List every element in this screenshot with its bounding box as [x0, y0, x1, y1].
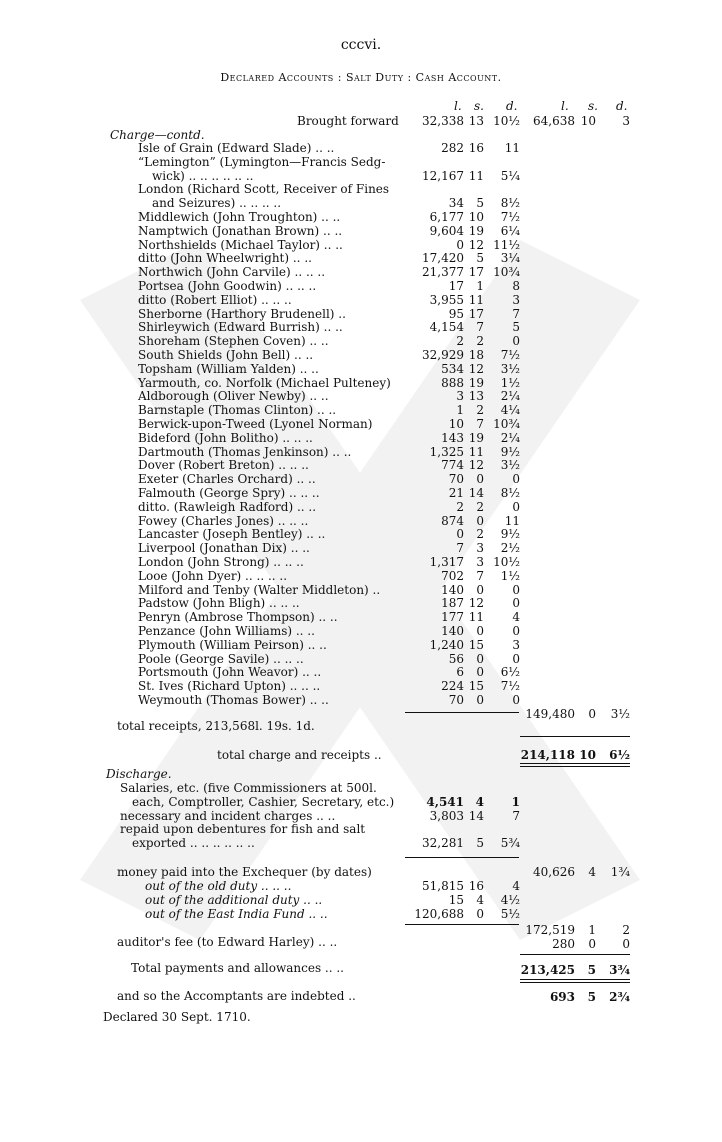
- amount-shillings: 0: [588, 707, 596, 721]
- amount-shillings: 0: [476, 665, 484, 680]
- amount-shillings: 17: [468, 306, 484, 321]
- amount-pence: 9½: [500, 444, 520, 459]
- charge-row-label: Falmouth (George Spry) .. .. ..: [138, 486, 320, 500]
- amount-shillings: 10: [579, 748, 596, 762]
- amount-shillings: 5: [476, 836, 484, 851]
- charge-heading: Charge—contd.: [110, 128, 205, 142]
- brought-forward-label: Brought forward: [297, 114, 399, 128]
- charge-row-label: Poole (George Savile) .. .. ..: [138, 651, 304, 666]
- exchequer-label: money paid into the Exchequer (by dates): [117, 865, 372, 879]
- amount-pounds: 282: [441, 141, 464, 155]
- total-rule: [520, 954, 630, 955]
- charge-row-label: Weymouth (Thomas Bower) .. ..: [138, 693, 329, 707]
- amount-shillings: 17: [468, 265, 484, 280]
- amount-shillings: 2: [476, 403, 484, 418]
- amount-pence: 3½: [610, 707, 630, 721]
- page-number: cccvi.: [340, 37, 382, 53]
- exchequer-row-label: out of the East India Fund .. ..: [145, 906, 328, 921]
- charge-row-label: “Lemington” (Lymington—Francis Sedg-: [138, 154, 386, 169]
- amount-pence: 3¾: [609, 963, 630, 977]
- amount-pounds: 774: [441, 458, 464, 473]
- amount-pence: 8½: [500, 196, 520, 211]
- discharge-row-label: necessary and incident charges .. ..: [120, 808, 336, 823]
- amount-shillings: 5: [587, 990, 596, 1004]
- amount-pounds: 693: [549, 990, 575, 1004]
- amount-pence: 6½: [609, 748, 630, 762]
- charge-row-label: Portsea (John Goodwin) .. .. ..: [138, 279, 317, 293]
- double-rule: [520, 979, 630, 980]
- amount-shillings: 7: [476, 568, 484, 583]
- amount-shillings: 11: [468, 444, 484, 459]
- amount-pence: 3: [622, 114, 630, 128]
- double-rule: [520, 766, 630, 767]
- charge-row-label: Barnstaple (Thomas Clinton) .. ..: [138, 403, 337, 418]
- charge-row-label: Middlewich (John Troughton) .. ..: [138, 210, 341, 224]
- amount-shillings: 5: [476, 196, 484, 211]
- amount-pounds: 888: [441, 375, 464, 390]
- amount-shillings: 1: [476, 279, 484, 293]
- exchequer-row-label: out of the old duty .. .. ..: [145, 879, 292, 893]
- column-header-pounds: l.: [454, 99, 462, 113]
- amount-pence: 0: [512, 334, 520, 349]
- amount-pounds: 51,815: [422, 879, 464, 893]
- charge-row-label: ditto. (Rawleigh Radford) .. ..: [138, 499, 317, 514]
- amount-shillings: 13: [468, 114, 484, 128]
- amount-pence: 7½: [500, 348, 520, 362]
- amount-pence: 2½: [500, 541, 520, 556]
- amount-pounds: 534: [441, 361, 464, 376]
- amount-shillings: 0: [476, 472, 484, 487]
- charge-row-label: wick) .. .. .. .. .. ..: [152, 168, 254, 183]
- charge-row-label: Shoreham (Stephen Coven) .. ..: [138, 334, 329, 349]
- amount-pence: 3: [512, 292, 520, 307]
- charge-row-label: Yarmouth, co. Norfolk (Michael Pulteney): [138, 375, 391, 390]
- amount-pence: 1½: [500, 375, 520, 390]
- amount-pence: 7: [512, 306, 520, 321]
- amount-pence: 10½: [493, 555, 520, 569]
- amount-pounds: 64,638: [533, 114, 575, 128]
- amount-pence: 1: [511, 794, 520, 809]
- amount-shillings: 19: [468, 375, 484, 390]
- amount-pounds: 4,541: [426, 794, 464, 809]
- amount-pounds: 34: [448, 196, 464, 211]
- amount-shillings: 2: [476, 527, 484, 542]
- amount-pence: 4: [512, 879, 520, 893]
- discharge-heading: Discharge.: [106, 767, 172, 781]
- exchequer-row-label: out of the additional duty .. ..: [145, 892, 323, 907]
- amount-shillings: 16: [468, 879, 484, 893]
- amount-shillings: 3: [476, 555, 484, 569]
- amount-pounds: 143: [441, 430, 464, 445]
- page-heading: Declared Accounts : Salt Duty : Cash Account.: [220, 71, 502, 84]
- amount-pence: 0: [512, 596, 520, 611]
- amount-pence: 7½: [500, 210, 520, 224]
- column-header-pence: d.: [616, 99, 628, 113]
- amount-pounds: 32,281: [422, 836, 464, 851]
- amount-shillings: 19: [468, 430, 484, 445]
- amount-pence: 11: [504, 513, 520, 528]
- charge-row-label: Plymouth (William Peirson) .. ..: [138, 637, 327, 652]
- amount-pence: 10¾: [493, 265, 520, 280]
- amount-pounds: 214,118: [520, 748, 575, 762]
- amount-shillings: 4: [476, 892, 484, 907]
- charge-row-label: and Seizures) .. .. .. ..: [152, 196, 282, 211]
- amount-shillings: 0: [476, 624, 484, 638]
- double-rule: [520, 982, 630, 983]
- amount-shillings: 3: [476, 541, 484, 556]
- amount-pence: 2¾: [609, 990, 630, 1004]
- amount-pence: 10¾: [493, 417, 520, 431]
- charge-row-label: Northshields (Michael Taylor) .. ..: [138, 237, 343, 252]
- amount-pence: 2: [622, 923, 630, 937]
- amount-pence: 9½: [500, 527, 520, 542]
- amount-shillings: 16: [468, 141, 484, 155]
- amount-pounds: 172,519: [525, 923, 575, 937]
- amount-pounds: 0: [456, 237, 464, 252]
- charge-row-label: Exeter (Charles Orchard) .. ..: [138, 472, 316, 487]
- charge-row-label: St. Ives (Richard Upton) .. .. ..: [138, 679, 321, 694]
- amount-pounds: 140: [441, 582, 464, 597]
- declared-date: Declared 30 Sept. 1710.: [103, 1010, 251, 1024]
- amount-shillings: 15: [468, 679, 484, 694]
- amount-pounds: 7: [456, 541, 464, 556]
- amount-pounds: 6: [456, 665, 464, 680]
- amount-shillings: 12: [468, 458, 484, 473]
- charge-row-label: Isle of Grain (Edward Slade) .. ..: [138, 141, 335, 155]
- amount-pounds: 0: [456, 527, 464, 542]
- charge-row-label: Padstow (John Bligh) .. .. ..: [138, 596, 300, 611]
- amount-pence: 0: [512, 472, 520, 487]
- amount-pounds: 56: [448, 651, 464, 666]
- amount-pence: 5½: [500, 906, 520, 921]
- amount-shillings: 7: [476, 417, 484, 431]
- amount-shillings: 0: [588, 937, 596, 951]
- charge-row-label: Penryn (Ambrose Thompson) .. ..: [138, 610, 338, 625]
- amount-pounds: 40,626: [533, 865, 575, 879]
- amount-pence: 2¼: [500, 430, 520, 445]
- amount-pence: 6½: [500, 665, 520, 680]
- charge-row-label: Berwick-upon-Tweed (Lyonel Norman): [138, 417, 373, 431]
- amount-pounds: 1,240: [429, 637, 464, 652]
- amount-pounds: 12,167: [422, 168, 464, 183]
- amount-pounds: 2: [456, 334, 464, 349]
- charge-row-label: Portsmouth (John Weavor) .. ..: [138, 665, 322, 680]
- total-receipts-label: total receipts, 213,568l. 19s. 1d.: [117, 719, 315, 733]
- amount-shillings: 0: [476, 513, 484, 528]
- column-header-shillings: s.: [474, 99, 484, 113]
- amount-pounds: 32,929: [422, 348, 464, 362]
- amount-pence: 0: [622, 937, 630, 951]
- double-rule: [520, 763, 630, 764]
- charge-row-label: Northwich (John Carvile) .. .. ..: [138, 265, 326, 280]
- charge-row-label: London (John Strong) .. .. ..: [138, 555, 304, 569]
- amount-pence: 7: [512, 808, 520, 823]
- amount-pounds: 21: [448, 486, 464, 500]
- amount-pence: 4½: [500, 892, 520, 907]
- amount-pence: 4¼: [500, 403, 520, 418]
- charge-row-label: Fowey (Charles Jones) .. .. ..: [138, 513, 309, 528]
- amount-shillings: 18: [468, 348, 484, 362]
- amount-shillings: 0: [476, 651, 484, 666]
- discharge-row-label: each, Comptroller, Cashier, Secretary, etc.): [132, 794, 395, 809]
- charge-row-label: Milford and Tenby (Walter Middleton) ..: [138, 582, 381, 597]
- amount-shillings: 1: [588, 923, 596, 937]
- amount-pounds: 95: [448, 306, 464, 321]
- amount-shillings: 12: [468, 596, 484, 611]
- charge-row-label: Looe (John Dyer) .. .. .. ..: [138, 568, 288, 583]
- amount-pounds: 702: [441, 568, 464, 583]
- amount-pounds: 224: [441, 679, 464, 694]
- amount-shillings: 11: [468, 610, 484, 625]
- amount-pence: 3½: [500, 458, 520, 473]
- amount-shillings: 15: [468, 637, 484, 652]
- total-payments-label: Total payments and allowances .. ..: [131, 961, 344, 975]
- amount-pence: 5¾: [500, 836, 520, 851]
- amount-pounds: 3: [456, 389, 464, 404]
- amount-shillings: 4: [588, 865, 596, 879]
- amount-shillings: 4: [475, 794, 484, 809]
- amount-pounds: 1: [456, 403, 464, 418]
- amount-pence: 11½: [493, 237, 520, 252]
- amount-shillings: 10: [580, 114, 596, 128]
- amount-shillings: 0: [476, 693, 484, 707]
- total-charge-label: total charge and receipts ..: [217, 748, 382, 762]
- amount-pounds: 3,803: [429, 808, 464, 823]
- amount-pounds: 70: [448, 472, 464, 487]
- amount-pence: 0: [512, 693, 520, 707]
- amount-pounds: 874: [441, 513, 464, 528]
- amount-pence: 0: [512, 582, 520, 597]
- amount-shillings: 5: [587, 963, 596, 977]
- amount-pence: 8½: [500, 486, 520, 500]
- amount-shillings: 10: [468, 210, 484, 224]
- charge-row-label: Penzance (John Williams) .. ..: [138, 624, 315, 638]
- amount-pence: 0: [512, 499, 520, 514]
- amount-pounds: 149,480: [525, 707, 575, 721]
- amount-shillings: 11: [468, 292, 484, 307]
- amount-pence: 5: [512, 320, 520, 335]
- amount-pence: 2¼: [500, 389, 520, 404]
- amount-pounds: 2: [456, 499, 464, 514]
- charge-row-label: ditto (John Wheelwright) .. ..: [138, 251, 312, 266]
- charge-row-label: Dover (Robert Breton) .. .. ..: [138, 458, 309, 473]
- amount-pence: 0: [512, 651, 520, 666]
- amount-pounds: 140: [441, 624, 464, 638]
- amount-pounds: 15: [448, 892, 464, 907]
- charge-row-label: Namptwich (Jonathan Brown) .. ..: [138, 223, 343, 238]
- charge-row-label: ditto (Robert Elliot) .. .. ..: [138, 292, 292, 307]
- discharge-row-label: exported .. .. .. .. .. ..: [132, 836, 255, 851]
- column-header-pounds: l.: [561, 99, 569, 113]
- amount-shillings: 5: [476, 251, 484, 266]
- amount-pounds: 280: [552, 937, 575, 951]
- discharge-row-label: repaid upon debentures for fish and salt: [120, 822, 366, 837]
- amount-pounds: 120,688: [414, 906, 464, 921]
- amount-pounds: 6,177: [429, 210, 464, 224]
- amount-shillings: 14: [468, 486, 484, 500]
- amount-pence: 7½: [500, 679, 520, 694]
- discharge-row-label: Salaries, etc. (five Commissioners at 500l.: [120, 781, 377, 795]
- amount-pence: 6¼: [500, 223, 520, 238]
- amount-shillings: 2: [476, 334, 484, 349]
- amount-pence: 1½: [500, 568, 520, 583]
- amount-pounds: 1,325: [429, 444, 464, 459]
- amount-pounds: 1,317: [429, 555, 464, 569]
- charge-row-label: Bideford (John Bolitho) .. .. ..: [138, 430, 313, 445]
- amount-shillings: 14: [468, 808, 484, 823]
- amount-pounds: 17: [448, 279, 464, 293]
- amount-shillings: 2: [476, 499, 484, 514]
- amount-pence: 5¼: [500, 168, 520, 183]
- amount-pounds: 32,338: [422, 114, 464, 128]
- amount-pence: 3½: [500, 361, 520, 376]
- auditor-label: auditor's fee (to Edward Harley) .. ..: [117, 935, 338, 949]
- charge-row-label: South Shields (John Bell) .. ..: [138, 348, 314, 362]
- amount-pence: 3: [512, 637, 520, 652]
- amount-shillings: 13: [468, 389, 484, 404]
- amount-shillings: 12: [468, 361, 484, 376]
- charge-row-label: London (Richard Scott, Receiver of Fines: [138, 182, 390, 197]
- amount-pence: 11: [504, 141, 520, 155]
- indebted-label: and so the Accomptants are indebted ..: [117, 989, 356, 1003]
- amount-shillings: 0: [476, 582, 484, 597]
- amount-pounds: 177: [441, 610, 464, 625]
- charge-row-label: Shirleywich (Edward Burrish) .. ..: [138, 320, 343, 335]
- amount-pounds: 17,420: [422, 251, 464, 266]
- charge-row-label: Lancaster (Joseph Bentley) .. ..: [138, 527, 326, 542]
- column-header-pence: d.: [506, 99, 518, 113]
- amount-shillings: 0: [476, 906, 484, 921]
- amount-pence: 0: [512, 624, 520, 638]
- charge-row-label: Sherborne (Harthory Brudenell) ..: [138, 306, 346, 321]
- charge-row-label: Topsham (William Yalden) .. ..: [138, 361, 319, 376]
- charge-row-label: Liverpool (Jonathan Dix) .. ..: [138, 541, 310, 556]
- amount-shillings: 11: [468, 168, 484, 183]
- amount-shillings: 19: [468, 223, 484, 238]
- amount-pounds: 4,154: [429, 320, 464, 335]
- amount-pounds: 70: [448, 693, 464, 707]
- amount-pounds: 213,425: [520, 963, 575, 977]
- subtotal-rule: [405, 857, 519, 858]
- amount-shillings: 7: [476, 320, 484, 335]
- amount-pence: 3¼: [500, 251, 520, 266]
- amount-pence: 1¾: [610, 865, 630, 879]
- column-header-shillings: s.: [588, 99, 598, 113]
- amount-shillings: 12: [468, 237, 484, 252]
- amount-pounds: 9,604: [429, 223, 464, 238]
- amount-pounds: 3,955: [429, 292, 464, 307]
- amount-pounds: 10: [448, 417, 464, 431]
- amount-pounds: 187: [441, 596, 464, 611]
- amount-pounds: 21,377: [422, 265, 464, 280]
- charge-row-label: Dartmouth (Thomas Jenkinson) .. ..: [138, 444, 352, 459]
- amount-pence: 10½: [493, 114, 520, 128]
- total-rule: [520, 736, 630, 737]
- charge-row-label: Aldborough (Oliver Newby) .. ..: [138, 389, 329, 404]
- amount-pence: 8: [512, 279, 520, 293]
- amount-pence: 4: [512, 610, 520, 625]
